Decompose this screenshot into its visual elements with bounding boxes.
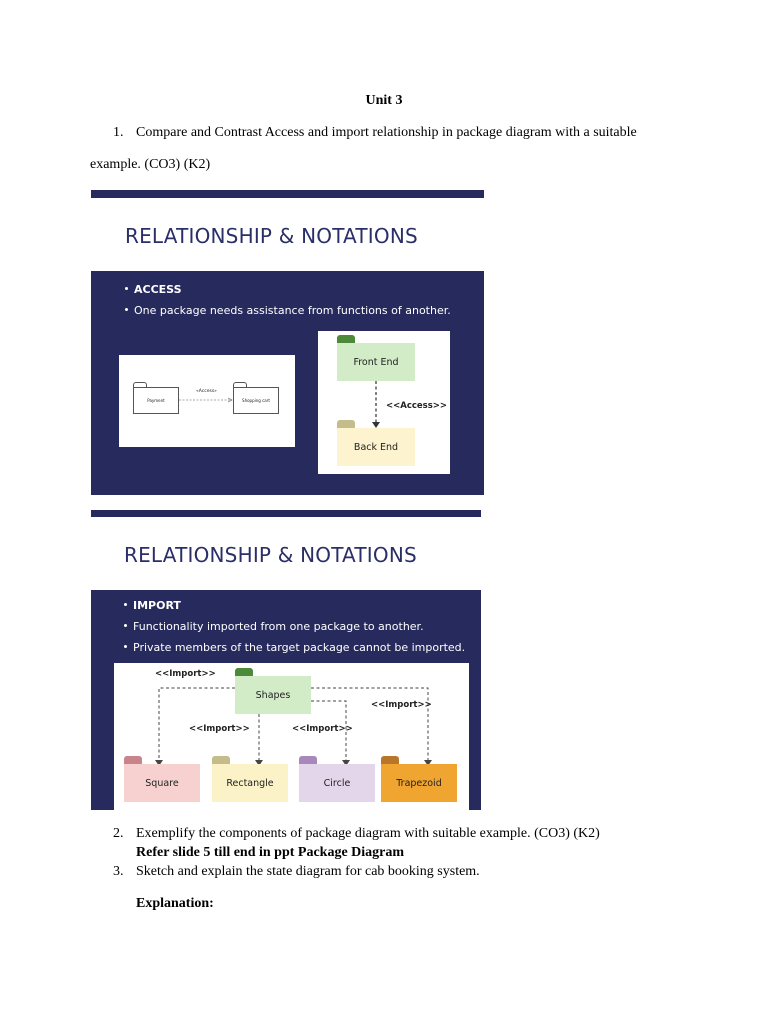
slide-title: RELATIONSHIP & NOTATIONS	[124, 543, 417, 567]
question-2-answer: Refer slide 5 till end in ppt Package Diagram	[136, 845, 405, 860]
bullet-import-description: Functionality imported from one package to another.	[124, 620, 424, 633]
question-2-number: 2.	[113, 826, 124, 841]
shapes-label: Shapes	[235, 676, 311, 714]
question-1-number: 1.	[113, 125, 124, 140]
bullet-access: ACCESS	[125, 283, 182, 296]
question-3-number: 3.	[113, 864, 124, 879]
import-label-circle: <<Import>>	[292, 724, 353, 734]
slide-access	[91, 190, 484, 495]
explanation-heading: Explanation:	[136, 896, 214, 911]
back-end-label: Back End	[337, 428, 415, 466]
slide-header	[91, 517, 481, 590]
import-label-rectangle: <<Import>>	[189, 724, 250, 734]
circle-label: Circle	[299, 764, 375, 802]
import-diagram	[114, 663, 469, 810]
rectangle-tab-icon	[212, 756, 230, 764]
circle-tab-icon	[299, 756, 317, 764]
circle-package	[299, 756, 375, 802]
square-package	[124, 756, 200, 802]
square-label: Square	[124, 764, 200, 802]
access-arrow-icon	[318, 331, 450, 474]
mini-access-label: «Access»	[196, 389, 217, 394]
mini-access-diagram	[119, 355, 295, 447]
bullet-access-description: One package needs assistance from functions of another.	[125, 304, 451, 317]
page-title: Unit 3	[365, 93, 403, 108]
bullet-import: IMPORT	[124, 599, 181, 612]
slide-import	[91, 510, 481, 810]
access-diagram	[318, 331, 450, 474]
access-relation-label: <<Access>>	[386, 401, 448, 411]
rectangle-label: Rectangle	[212, 764, 288, 802]
question-1-text-continued: example. (CO3) (K2)	[90, 157, 211, 172]
question-3-text: Sketch and explain the state diagram for cab booking system.	[136, 864, 480, 879]
mini-access-arrow-icon	[119, 355, 295, 447]
slide-header	[91, 198, 484, 271]
trapezoid-package	[381, 756, 457, 802]
shopping-cart-package-label: Shopping cart	[233, 387, 279, 414]
import-label-square: <<Import>>	[155, 669, 216, 679]
question-2-text: Exemplify the components of package diagram with suitable example. (CO3) (K2)	[136, 826, 600, 841]
question-1-text: Compare and Contrast Access and import relationship in package diagram with a suitable	[136, 125, 637, 140]
front-end-label: Front End	[337, 343, 415, 381]
import-label-trapezoid: <<Import>>	[371, 700, 432, 710]
square-tab-icon	[124, 756, 142, 764]
rectangle-package	[212, 756, 288, 802]
trapezoid-tab-icon	[381, 756, 399, 764]
slide-title: RELATIONSHIP & NOTATIONS	[125, 224, 418, 248]
payment-package-label: Payment	[133, 387, 179, 414]
shapes-package	[235, 668, 311, 714]
shapes-tab-icon	[235, 668, 253, 676]
trapezoid-label: Trapezoid	[381, 764, 457, 802]
bullet-import-private: Private members of the target package cannot be imported.	[124, 641, 465, 654]
